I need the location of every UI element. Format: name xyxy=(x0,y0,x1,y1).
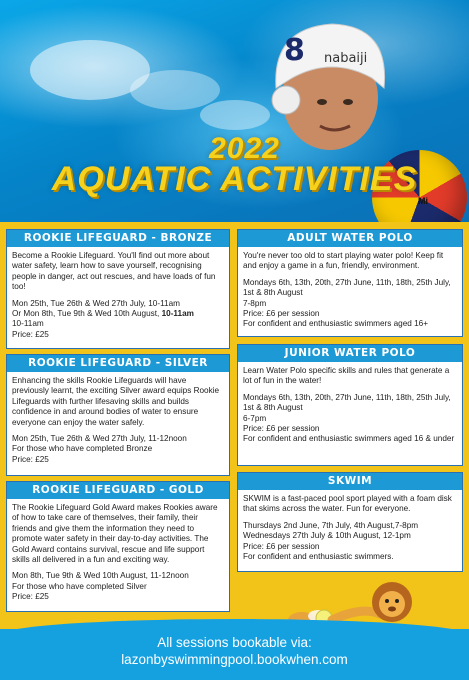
card-dates: Mon 25th, Tue 26th & Wed 27th July, 11-12noon xyxy=(12,434,187,444)
card-title: ROOKIE LIFEGUARD - SILVER xyxy=(7,355,229,372)
hero-title: AQUATIC ACTIVITIES xyxy=(51,160,418,198)
card-rookie-gold xyxy=(6,481,230,612)
card-price: Price: £25 xyxy=(12,592,49,602)
footer-intro: All sessions bookable via: xyxy=(157,635,312,650)
card-title: SKWIM xyxy=(238,473,462,490)
water-splash xyxy=(200,100,270,130)
card-dates: Mon 25th, Tue 26th & Wed 27th July, 10-11am xyxy=(12,298,180,308)
card-price: Price: £6 per session xyxy=(243,541,320,551)
card-dates: Mon 8th, Tue 9th & Wed 10th August, 11-12noon xyxy=(12,571,189,581)
card-description: You're never too old to start playing water polo! Keep fit and enjoy a game in a fun, friendly, environment. xyxy=(243,251,444,271)
card-junior-water-polo xyxy=(237,344,463,466)
card-dates-alt: Wednesdays 27th July & 10th August, 12-1pm xyxy=(243,531,411,541)
card-price: Price: £6 per session xyxy=(243,424,320,434)
card-price: Price: £25 xyxy=(12,454,49,464)
card-time: 10-11am xyxy=(12,319,44,329)
card-note: For confident and enthusiastic swimmers aged 16+ xyxy=(243,319,428,329)
card-time: 6-7pm xyxy=(243,413,267,423)
card-dates-alt: Or Mon 8th, Tue 9th & Wed 10th August, 10-11am xyxy=(12,309,194,319)
card-description: Become a Rookie Lifeguard. You'll find out more about water safety, learn how to save yourself, recognising people in danger, act out rescues, and have loads of fun too! xyxy=(12,251,216,292)
ball-brand: Mi xyxy=(418,196,428,206)
card-dates: Thursdays 2nd June, 7th July, 4th August,7-8pm xyxy=(243,520,419,530)
card-description: Learn Water Polo specific skills and rules that generate a lot of fun in the water! xyxy=(243,366,450,386)
card-note: For those who have completed Bronze xyxy=(12,444,153,454)
card-description: SKWIM is a fast-paced pool sport played with a foam disk that skims across the water. Fun for everyone. xyxy=(243,494,452,514)
hero-banner xyxy=(0,0,469,222)
card-rookie-bronze xyxy=(6,229,230,349)
card-adult-water-polo xyxy=(237,229,463,337)
card-title: JUNIOR WATER POLO xyxy=(238,345,462,362)
card-dates: Mondays 6th, 13th, 20th, 27th June, 11th, 18th, 25th July, 1st & 8th August xyxy=(243,277,451,298)
card-description: The Rookie Lifeguard Gold Award makes Rookies aware of how to take care of themselves, their family, their friends and give them the information they need to promote water safety in their day-to-day activities. The Gold Award contains survival, rescue and life support skills all delivered in a fun and exciting way. xyxy=(12,503,218,565)
card-rookie-silver xyxy=(6,354,230,476)
card-note: For confident and enthusiastic swimmers aged 16 & under xyxy=(243,434,455,444)
cap-number: 8 xyxy=(284,33,305,68)
hero-year: 2022 xyxy=(209,132,280,165)
booking-link[interactable]: lazonbyswimmingpool.bookwhen.com xyxy=(121,652,348,667)
card-dates: Mondays 6th, 13th, 20th, 27th June, 11th, 18th, 25th July, 1st & 8th August xyxy=(243,392,451,413)
card-title: ROOKIE LIFEGUARD - GOLD xyxy=(7,482,229,499)
card-title: ROOKIE LIFEGUARD - BRONZE xyxy=(7,230,229,247)
card-time: 7-8pm xyxy=(243,298,267,308)
card-description: Enhancing the skills Rookie Lifeguards will have previously learnt, the exciting Silver award equips Rookie Lifeguards with further lifesaving skills and builds confidence in and around bodies of water to ensure everyone can enjoy the water safely. xyxy=(12,376,220,427)
cap-brand: nabaiji xyxy=(324,51,368,66)
card-note: For confident and enthusiastic swimmers. xyxy=(243,552,394,562)
card-price: Price: £25 xyxy=(12,329,49,339)
card-note: For those who have completed Silver xyxy=(12,581,147,591)
footer-booking xyxy=(0,629,469,680)
card-title: ADULT WATER POLO xyxy=(238,230,462,247)
card-price: Price: £6 per session xyxy=(243,309,320,319)
water-splash xyxy=(130,70,220,110)
card-skwim xyxy=(237,472,463,572)
